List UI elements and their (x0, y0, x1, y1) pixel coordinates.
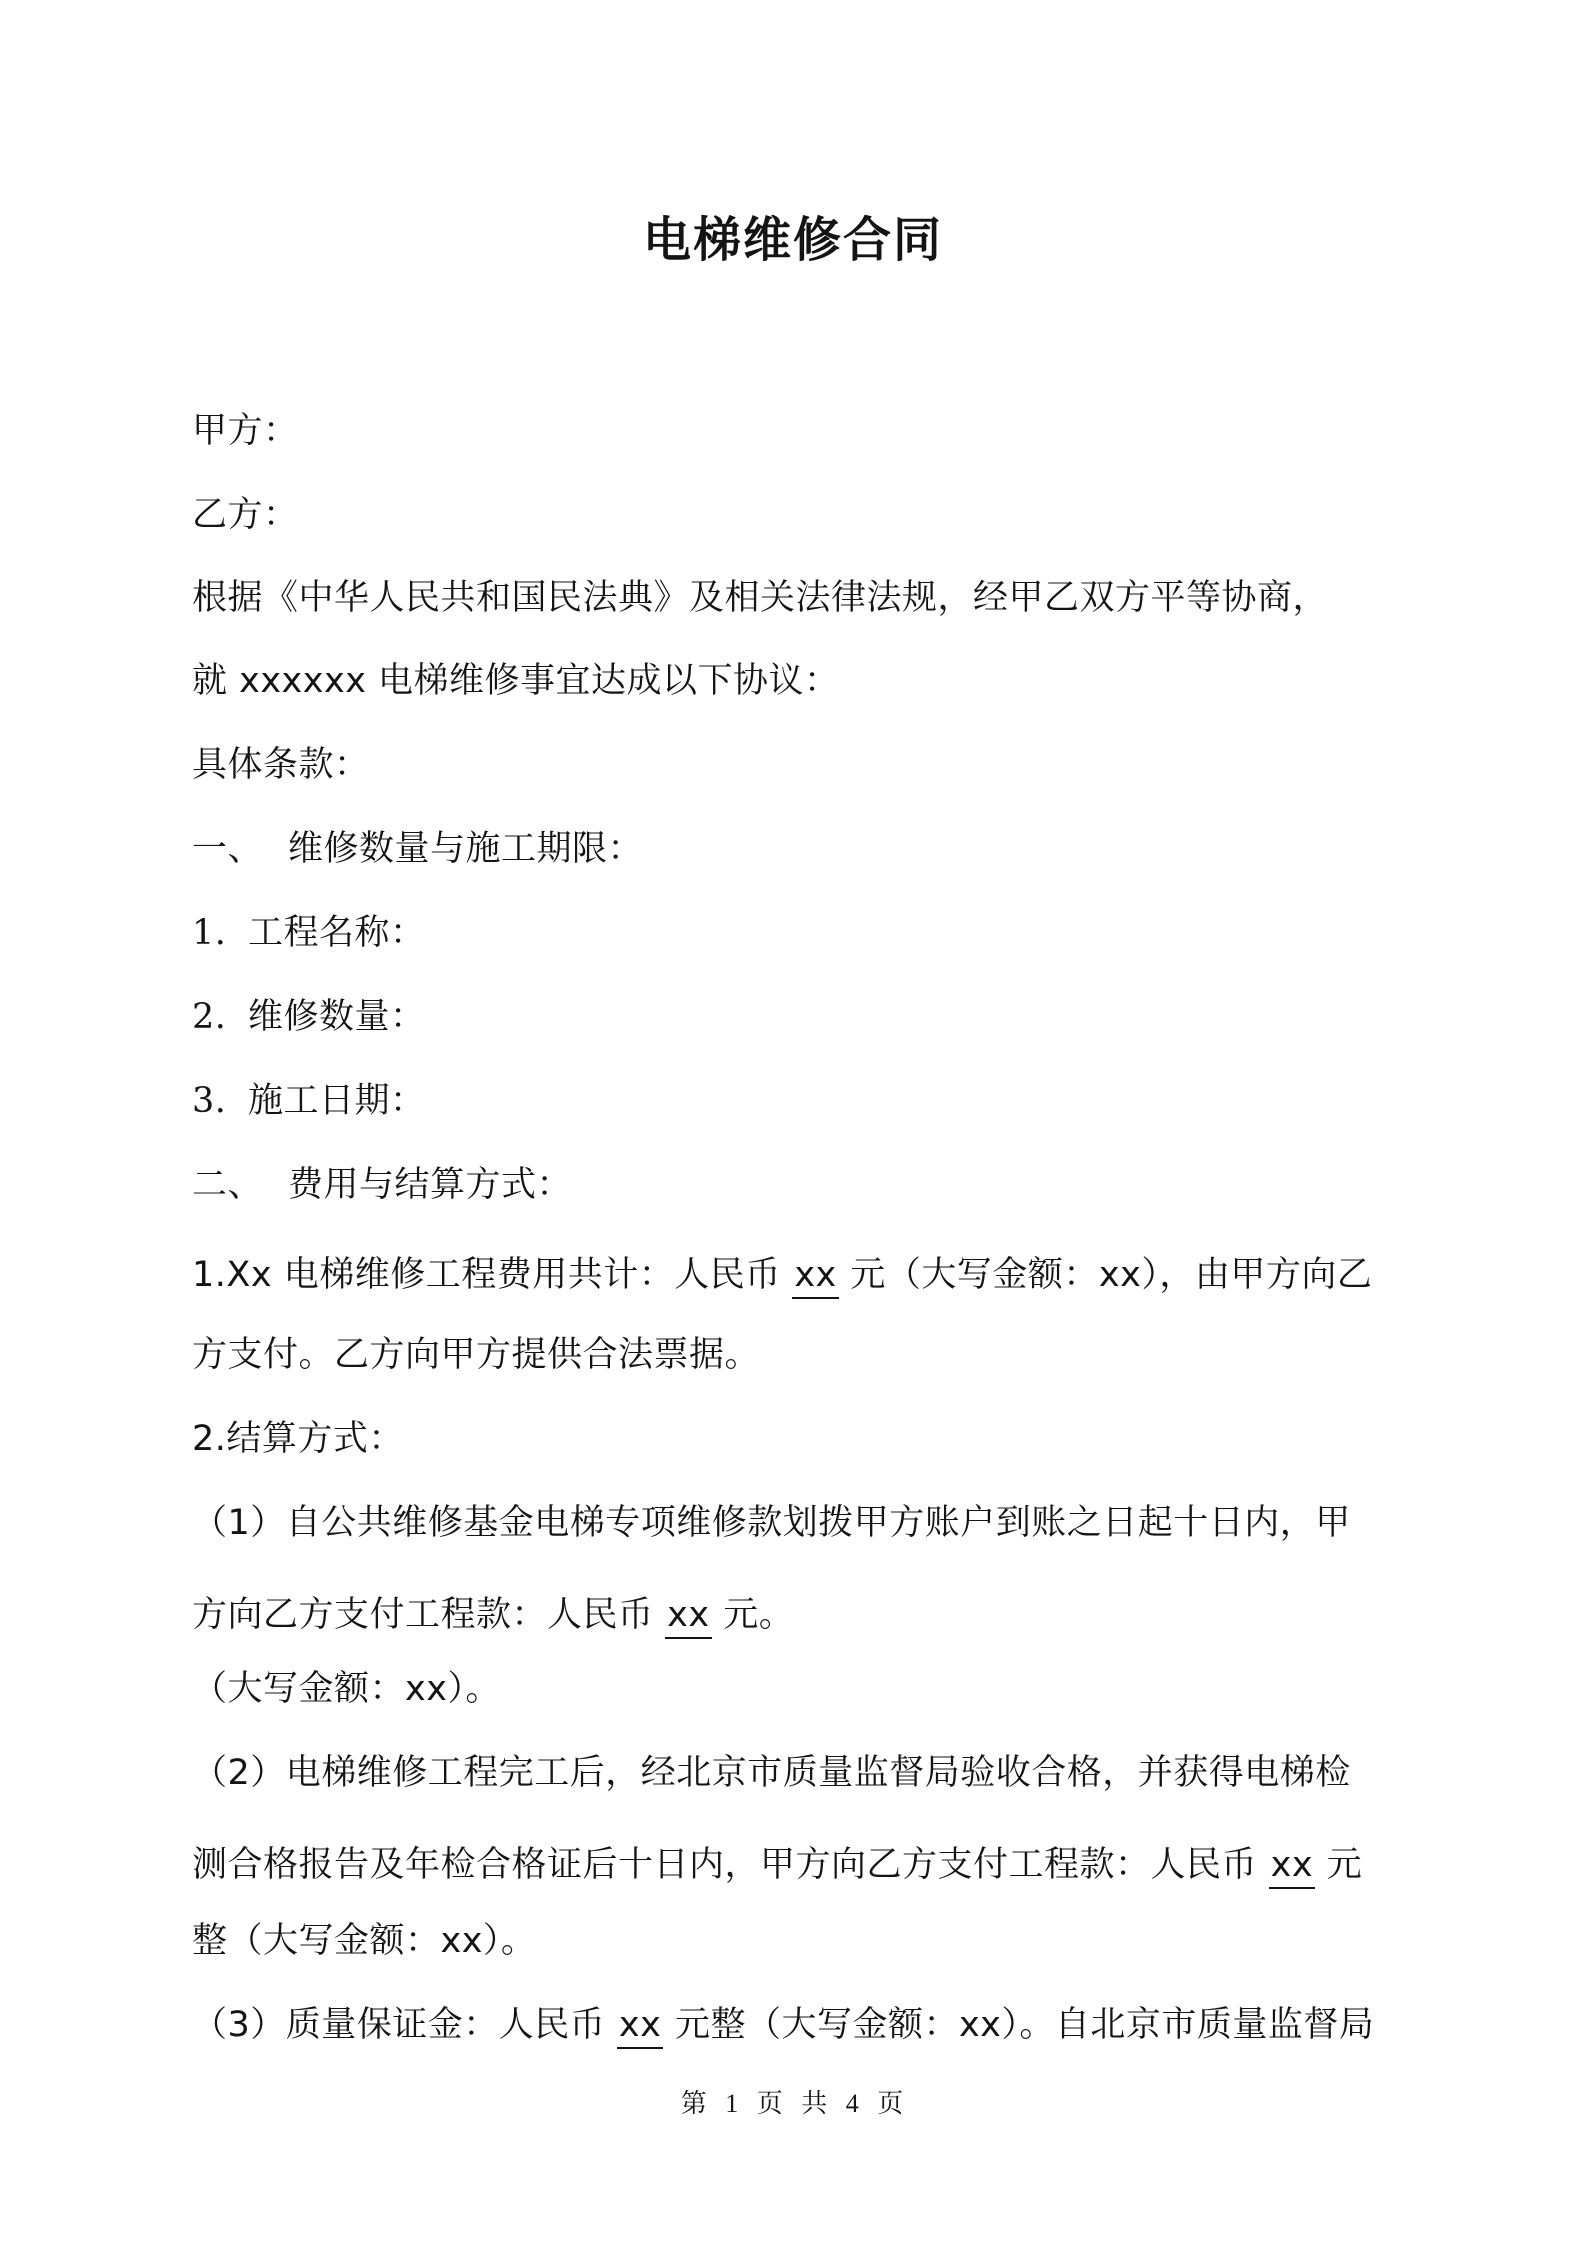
clause-3-text-pre: （3）质量保证金：人民币 (192, 2005, 617, 2045)
clause-1-text-pre: 方向乙方支付工程款：人民币 (192, 1595, 666, 1635)
document-title: 电梯维修合同 (642, 212, 943, 268)
fee-text-pre: 1.Xx 电梯维修工程费用共计：人民币 (192, 1255, 793, 1295)
fee-line-2: 方支付。乙方向甲方提供合法票据。 (192, 1335, 761, 1375)
clause-1-text-post: 元。 (711, 1595, 795, 1635)
fee-text-post: 元（大写金额：xx），由甲方向乙 (838, 1255, 1373, 1295)
section-2-heading (192, 1160, 572, 1210)
clause-2-text-pre: 测合格报告及年检合格证后十日内，甲方向乙方支付工程款：人民币 (192, 1845, 1269, 1885)
clause-2-line-3: 整（大写金额：xx）。 (192, 1921, 537, 1961)
clause-3-line-1 (192, 2000, 1374, 2050)
section-1-title: 维修数量与施工期限： (288, 829, 644, 869)
party-b-line: 乙方： (192, 495, 299, 535)
item-3 (192, 1076, 426, 1126)
item-3-text: 施工日期： (248, 1081, 426, 1121)
terms-heading: 具体条款： (192, 745, 370, 785)
clause-2-text-post: 元 (1315, 1845, 1363, 1885)
intro-line-1: 根据《中华人民共和国民法典》及相关法律法规，经甲乙双方平等协商， (192, 578, 1329, 618)
intro-line-2: 就 xxxxxx 电梯维修事宜达成以下协议： (192, 661, 840, 701)
clause-3-amount: xx (617, 2003, 663, 2049)
clause-1-line-2 (192, 1590, 794, 1640)
clause-2-line-2 (192, 1840, 1362, 1890)
clause-2-amount: xx (1269, 1843, 1315, 1889)
item-3-number: 3. (192, 1081, 227, 1121)
clause-1-line-1: （1）自公共维修基金电梯专项维修款划拨甲方账户到账之日起十日内，甲 (192, 1503, 1351, 1543)
fee-line-1 (192, 1250, 1372, 1300)
section-1-heading (192, 824, 643, 874)
page-footer: 第 1 页 共 4 页 (680, 2089, 906, 2118)
item-1-text: 工程名称： (248, 913, 426, 953)
clause-2-line-1: （2）电梯维修工程完工后，经北京市质量监督局验收合格，并获得电梯检 (192, 1753, 1351, 1793)
clause-3-text-post: 元整（大写金额：xx）。自北京市质量监督局 (663, 2005, 1375, 2045)
party-a-line: 甲方： (192, 411, 299, 451)
item-2-number: 2. (192, 997, 227, 1037)
settlement-heading: 2.结算方式： (192, 1419, 404, 1459)
clause-1-amount: xx (665, 1593, 711, 1639)
item-2 (192, 992, 426, 1042)
item-1-number: 1. (192, 913, 227, 953)
clause-1-line-3: （大写金额：xx）。 (192, 1669, 501, 1709)
item-2-text: 维修数量： (248, 997, 426, 1037)
fee-amount: xx (792, 1253, 838, 1299)
section-2-title: 费用与结算方式： (288, 1165, 573, 1205)
item-1 (192, 908, 426, 958)
section-2-number: 二、 (192, 1165, 264, 1205)
section-1-number: 一、 (192, 829, 264, 869)
